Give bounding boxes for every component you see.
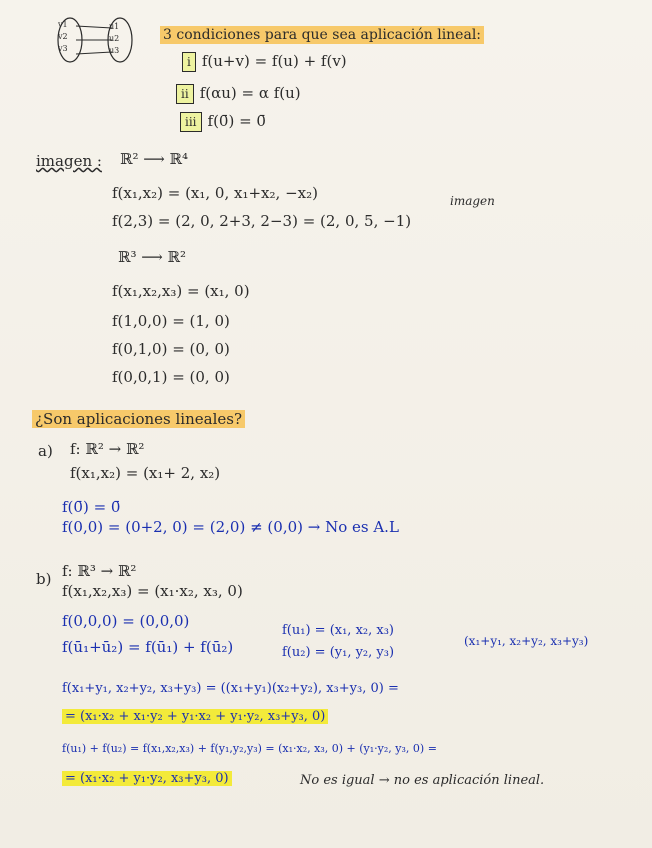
- part-a-line-3: f(0̄) = 0̄: [62, 498, 121, 516]
- condition-1-text: f(u+v) = f(u) + f(v): [201, 52, 347, 70]
- imagen-map: ℝ² ⟶ ℝ⁴: [120, 150, 188, 168]
- part-b-line-2: f(x₁,x₂,x₃) = (x₁·x₂, x₃, 0): [62, 582, 243, 600]
- imagen-example: f(2,3) = (2, 0, 2+3, 2−3) = (2, 0, 5, −1): [112, 212, 412, 230]
- part-b-conclusion: No es igual → no es aplicación lineal.: [300, 773, 545, 788]
- second-line-1: f(x₁,x₂,x₃) = (x₁, 0): [112, 282, 250, 300]
- part-a-label: a): [38, 442, 53, 460]
- question-heading: ¿Son aplicaciones lineales?: [32, 410, 245, 428]
- diagram-left-2: v2: [58, 32, 68, 41]
- part-b-line-1: f: ℝ³ → ℝ²: [62, 562, 137, 580]
- condition-2: [176, 84, 301, 104]
- diagram-right-3: u3: [109, 46, 120, 55]
- part-b-sumf: f(u₁) + f(u₂) = f(x₁,x₂,x₃) + f(y₁,y₂,y₃) = (x₁·x₂, x₃, 0) + (y₁·y₂, y₃, 0) =: [62, 742, 437, 755]
- condition-1-tag: i: [182, 52, 196, 72]
- conditions-title: 3 condiciones para que sea aplicación lineal:: [160, 26, 484, 44]
- part-b-line-4: f(ū₁+ū₂) = f(ū₁) + f(ū₂): [62, 638, 234, 656]
- diagram-left-1: v1: [58, 20, 68, 29]
- diagram-right-1: u1: [109, 22, 120, 31]
- part-b-expand: f(x₁+y₁, x₂+y₂, x₃+y₃) = ((x₁+y₁)(x₂+y₂), x₃+y₃, 0) =: [62, 681, 399, 696]
- part-b-expand-highlight: = (x₁·x₂ + x₁·y₂ + y₁·x₂ + y₁·y₂, x₃+y₃, 0): [62, 709, 328, 724]
- condition-2-tag: ii: [176, 84, 194, 104]
- imagen-def: f(x₁,x₂) = (x₁, 0, x₁+x₂, −x₂): [112, 184, 318, 202]
- second-line-3: f(0,1,0) = (0, 0): [112, 340, 230, 358]
- diagram-right-2: u2: [109, 34, 120, 43]
- second-line-4: f(0,0,1) = (0, 0): [112, 368, 230, 386]
- part-b-label: b): [36, 570, 52, 588]
- part-b-sumf-2: [62, 770, 232, 788]
- second-line-2: f(1,0,0) = (1, 0): [112, 312, 230, 330]
- brace-sum: (x₁+y₁, x₂+y₂, x₃+y₃): [464, 634, 589, 648]
- part-b-sumf-highlight: = (x₁·x₂ + y₁·y₂, x₃+y₃, 0): [62, 771, 232, 786]
- condition-1: [182, 52, 347, 72]
- brace-line-2: f(u₂) = (y₁, y₂, y₃): [282, 645, 395, 660]
- condition-3: [180, 112, 266, 132]
- part-b-expand-2: [62, 708, 328, 726]
- part-a-line-1: f: ℝ² → ℝ²: [70, 440, 145, 458]
- second-map: ℝ³ ⟶ ℝ²: [118, 248, 186, 266]
- part-b-line-3: f(0,0,0) = (0,0,0): [62, 612, 190, 630]
- condition-2-text: f(αu) = α f(u): [199, 84, 301, 102]
- diagram-left-3: v3: [58, 44, 68, 53]
- brace-line-1: f(u₁) = (x₁, x₂, x₃): [282, 623, 394, 638]
- imagen-note: imagen: [450, 194, 495, 208]
- part-a-line-4: f(0,0) = (0+2, 0) = (2,0) ≠ (0,0) → No es A.L: [62, 518, 399, 536]
- condition-3-text: f(0̄) = 0̄: [207, 112, 266, 130]
- imagen-label: imagen :: [36, 152, 102, 170]
- part-a-line-2: f(x₁,x₂) = (x₁+ 2, x₂): [70, 464, 221, 482]
- condition-3-tag: iii: [180, 112, 202, 132]
